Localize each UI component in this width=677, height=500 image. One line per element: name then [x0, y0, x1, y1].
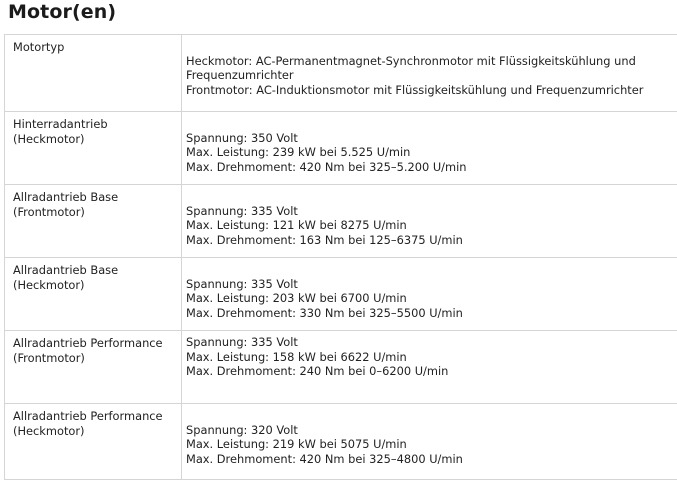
row-value — [182, 331, 677, 404]
row-value — [182, 258, 677, 331]
row-label — [5, 404, 182, 480]
value-line-spannung: Spannung: 335 Volt — [186, 276, 298, 291]
row-label — [5, 331, 182, 404]
value-line-spannung: Spannung: 335 Volt — [186, 335, 298, 349]
cell-spacer — [186, 39, 677, 54]
value-line-leistung: Max. Leistung: 158 kW bei 6622 U/min — [186, 349, 407, 364]
value-line-leistung: Max. Leistung: 203 kW bei 6700 U/min — [186, 291, 407, 305]
value-line-drehmoment: Max. Drehmoment: 163 Nm bei 125–6375 U/min — [186, 232, 463, 247]
row-label — [5, 112, 182, 185]
value-line-leistung: Max. Leistung: 219 kW bei 5075 U/min — [186, 437, 407, 451]
row-label-text: Allradantrieb Base — [13, 190, 119, 204]
row-label-text: Allradantrieb Performance — [13, 336, 163, 350]
value-line-leistung: Max. Leistung: 239 kW bei 5.525 U/min — [186, 145, 411, 159]
value-line-heckmotor: Heckmotor: AC-Permanentmagnet-Synchronmotor mit Flüssigkeitskühlung und Frequenzumrichter — [186, 53, 636, 82]
value-line-leistung: Max. Leistung: 121 kW bei 8275 U/min — [186, 218, 407, 232]
row-label — [5, 35, 182, 112]
table-row-allrad-performance-front — [5, 331, 677, 404]
value-line-drehmoment: Max. Drehmoment: 240 Nm bei 0–6200 U/min — [186, 364, 449, 378]
value-line-drehmoment: Max. Drehmoment: 330 Nm bei 325–5500 U/min — [186, 305, 463, 320]
value-line-spannung: Spannung: 350 Volt — [186, 130, 298, 145]
value-line-drehmoment: Max. Drehmoment: 420 Nm bei 325–4800 U/min — [186, 451, 463, 466]
table-row-allrad-base-heck — [5, 258, 677, 331]
table-row-allrad-performance-heck — [5, 404, 677, 480]
value-line-drehmoment: Max. Drehmoment: 420 Nm bei 325–5.200 U/min — [186, 159, 467, 174]
row-label-subtext: (Frontmotor) — [13, 350, 85, 365]
row-label-text: Motortyp — [13, 40, 65, 54]
row-value — [182, 185, 677, 258]
row-label-subtext: (Heckmotor) — [13, 277, 85, 292]
row-value — [182, 404, 677, 480]
table-row-motortyp — [5, 35, 677, 112]
row-label-text: Allradantrieb Performance — [13, 409, 163, 423]
value-line-spannung: Spannung: 335 Volt — [186, 203, 298, 218]
row-value — [182, 35, 677, 112]
table-row-allrad-base-front — [5, 185, 677, 258]
row-label — [5, 258, 182, 331]
table-row-hinterradantrieb — [5, 112, 677, 185]
row-label-subtext: (Frontmotor) — [13, 204, 85, 219]
motor-spec-table — [4, 34, 677, 480]
row-label-text: Hinterradantrieb — [13, 117, 108, 131]
row-label-subtext: (Heckmotor) — [13, 131, 85, 146]
cell-spacer — [186, 408, 677, 423]
row-value — [182, 112, 677, 185]
row-label-text: Allradantrieb Base — [13, 263, 119, 277]
cell-spacer — [186, 189, 677, 204]
value-line-spannung: Spannung: 320 Volt — [186, 422, 298, 437]
row-label — [5, 185, 182, 258]
value-line-frontmotor: Frontmotor: AC-Induktionsmotor mit Flüssigkeitskühlung und Frequenzumrichter — [186, 82, 644, 97]
cell-spacer — [186, 262, 677, 277]
row-label-subtext: (Heckmotor) — [13, 423, 85, 438]
cell-spacer — [186, 116, 677, 131]
page-title: Motor(en) — [8, 1, 117, 23]
